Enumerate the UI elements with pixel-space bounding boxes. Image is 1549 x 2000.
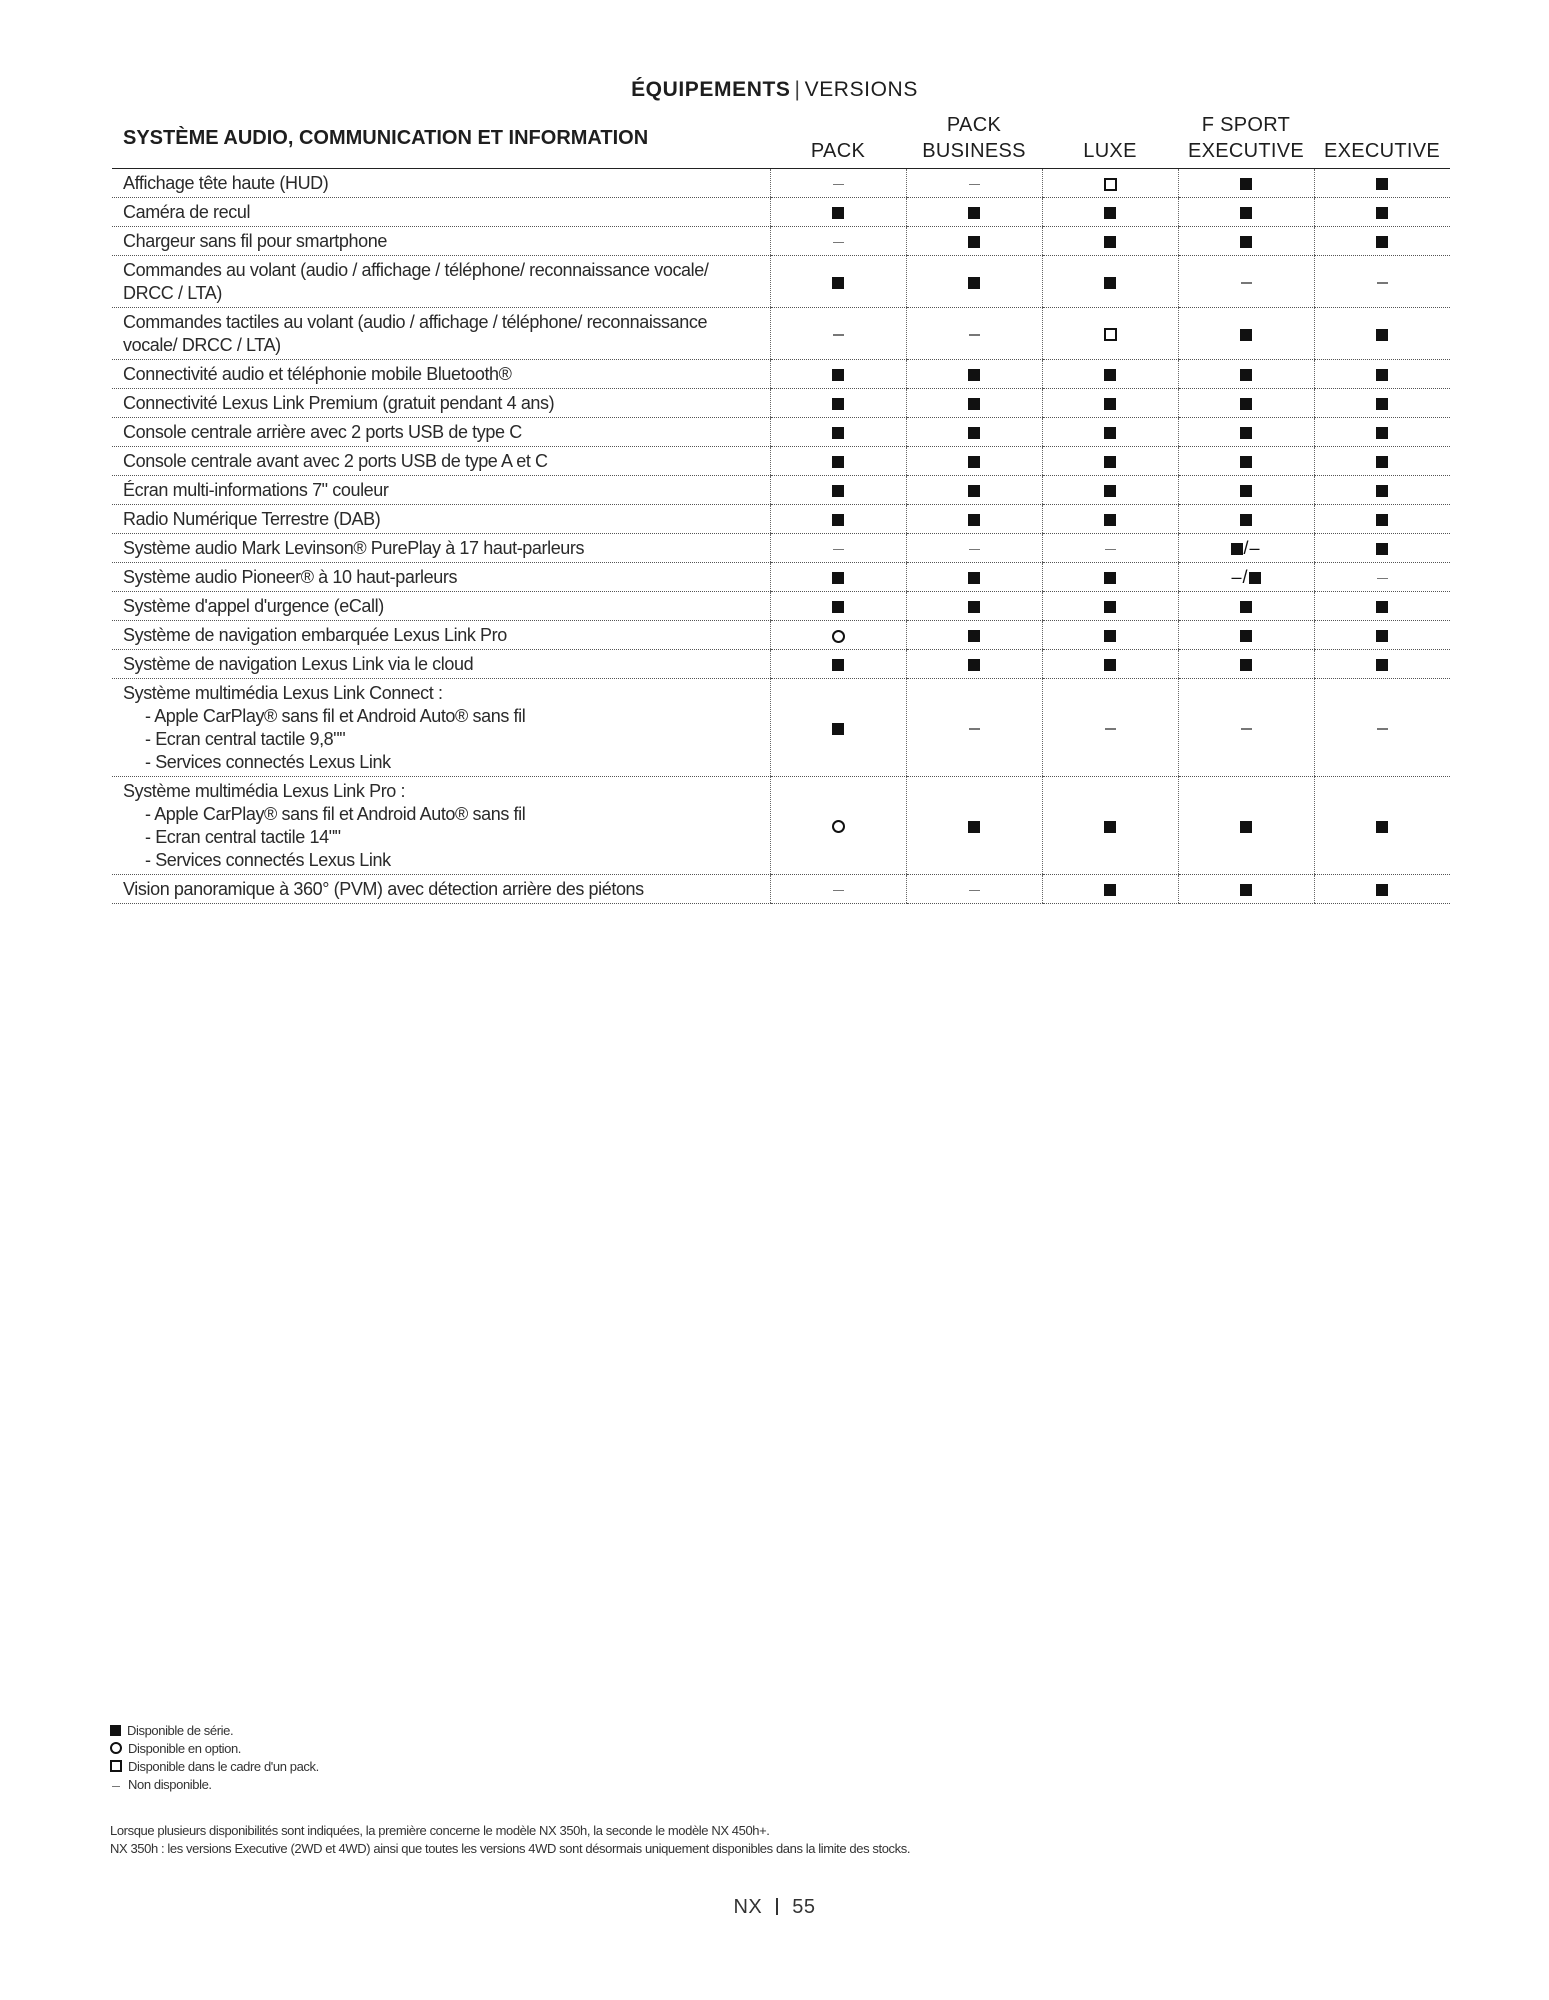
feature-label-line: Connectivité audio et téléphonie mobile Bluetooth®: [123, 364, 512, 384]
dash-icon: [969, 549, 980, 551]
dash-icon: [833, 334, 844, 336]
table-header-row: [112, 112, 1450, 169]
filled-square-icon: [968, 207, 980, 219]
filled-square-icon: [1240, 884, 1252, 896]
availability-cell-pack-business: [906, 447, 1042, 476]
legend-pack-text: Disponible dans le cadre d'un pack.: [128, 1759, 319, 1774]
dash-icon: [1377, 282, 1388, 284]
feature-label-line: Connectivité Lexus Link Premium (gratuit pendant 4 ans): [123, 393, 555, 413]
footnote: Lorsque plusieurs disponibilités sont indiquées, la première concerne le modèle NX 350h, la seconde le modèle NX 450h+.: [110, 1823, 770, 1838]
dash-icon: [1105, 549, 1116, 551]
availability-cell-pack: [770, 198, 906, 227]
filled-square-icon: [1376, 178, 1388, 190]
availability-cell-luxe: [1042, 198, 1178, 227]
feature-label-line: Système audio Mark Levinson® PurePlay à 17 haut-parleurs: [123, 538, 585, 558]
legend-na-text: Non disponible.: [128, 1777, 212, 1792]
availability-cell-pack-business: [906, 418, 1042, 447]
availability-cell-f-sport-executive: [1178, 875, 1314, 904]
legend-na: [110, 1776, 319, 1794]
column-header-line: F SPORT: [1201, 114, 1291, 136]
availability-cell-executive: [1314, 198, 1450, 227]
column-header-line: [1042, 112, 1178, 138]
dash-icon: [969, 184, 980, 186]
availability-cell-pack: [770, 777, 906, 875]
column-header-executive: [1314, 112, 1450, 169]
availability-cell-f-sport-executive: [1178, 227, 1314, 256]
legend-standard-text: Disponible de série.: [127, 1723, 234, 1738]
dash-icon: [833, 890, 844, 892]
column-header-line: PACK: [946, 114, 1002, 136]
availability-cell-executive: [1314, 621, 1450, 650]
feature-label-line: - Ecran central tactile 14"": [145, 827, 341, 847]
availability-cell-f-sport-executive: [1178, 447, 1314, 476]
filled-square-icon: [968, 601, 980, 613]
table-row: [112, 621, 1450, 650]
column-header-pack: [770, 112, 906, 169]
availability-cell-executive: [1314, 227, 1450, 256]
availability-cell-luxe: [1042, 169, 1178, 198]
table-row: [112, 227, 1450, 256]
filled-square-icon: [1376, 369, 1388, 381]
availability-cell-executive: [1314, 256, 1450, 308]
filled-square-icon: [968, 821, 980, 833]
availability-cell-f-sport-executive: [1178, 360, 1314, 389]
circle-icon: [832, 630, 845, 643]
page-heading: [0, 78, 1549, 102]
column-header-pack-business: [906, 112, 1042, 169]
filled-square-icon: [1240, 207, 1252, 219]
availability-cell-executive: [1314, 447, 1450, 476]
filled-square-icon: [968, 514, 980, 526]
legend: [110, 1722, 319, 1794]
availability-cell-pack-business: [906, 534, 1042, 563]
filled-square-icon: [1376, 329, 1388, 341]
table-row: [112, 447, 1450, 476]
legend-standard: [110, 1722, 319, 1740]
table-row: [112, 418, 1450, 447]
feature-label: [112, 389, 770, 418]
circle-icon: [110, 1742, 122, 1754]
availability-cell-pack-business: [906, 592, 1042, 621]
feature-label: [112, 563, 770, 592]
availability-cell-luxe: [1042, 563, 1178, 592]
filled-square-icon: [832, 277, 844, 289]
availability-cell-f-sport-executive: [1178, 621, 1314, 650]
table-row: [112, 777, 1450, 875]
dash-icon: [1377, 728, 1388, 730]
feature-label: [112, 650, 770, 679]
availability-cell-f-sport-executive: [1178, 679, 1314, 777]
filled-square-icon: [1376, 427, 1388, 439]
feature-label: [112, 418, 770, 447]
availability-cell-luxe: [1042, 592, 1178, 621]
heading-separator: |: [794, 78, 801, 101]
feature-label-line: DRCC / LTA): [123, 283, 222, 303]
filled-square-icon: [832, 485, 844, 497]
feature-label: [112, 592, 770, 621]
heading-equipements: ÉQUIPEMENTS: [631, 78, 791, 101]
dash-icon: [969, 890, 980, 892]
availability-cell-luxe: [1042, 650, 1178, 679]
table-body: [112, 169, 1450, 904]
table-row: [112, 308, 1450, 360]
table-row: [112, 505, 1450, 534]
equipment-table: [112, 112, 1450, 904]
availability-cell-pack-business: [906, 360, 1042, 389]
availability-cell-executive: [1314, 563, 1450, 592]
filled-square-icon: [110, 1725, 121, 1736]
filled-square-icon: [832, 456, 844, 468]
table-row: [112, 256, 1450, 308]
availability-cell-executive: [1314, 650, 1450, 679]
table-row: [112, 875, 1450, 904]
filled-square-icon: [1376, 821, 1388, 833]
availability-cell-pack: [770, 505, 906, 534]
feature-label-line: Vision panoramique à 360° (PVM) avec détection arrière des piétons: [123, 879, 644, 899]
filled-square-icon: [1240, 601, 1252, 613]
filled-square-icon: [968, 236, 980, 248]
column-header-line: BUSINESS: [922, 140, 1026, 162]
footer-model: NX: [733, 1896, 763, 1918]
filled-square-icon: [832, 369, 844, 381]
availability-cell-luxe: [1042, 777, 1178, 875]
feature-label-line: - Apple CarPlay® sans fil et Android Auto® sans fil: [145, 804, 526, 824]
availability-cell-executive: [1314, 505, 1450, 534]
feature-label-line: Système audio Pioneer® à 10 haut-parleurs: [123, 567, 458, 587]
feature-label: [112, 227, 770, 256]
filled-square-icon: [1104, 427, 1116, 439]
availability-cell-pack: [770, 360, 906, 389]
dash-icon: [1105, 728, 1116, 730]
feature-label-line: Radio Numérique Terrestre (DAB): [123, 509, 381, 529]
availability-cell-executive: [1314, 875, 1450, 904]
filled-square-icon: [1104, 572, 1116, 584]
availability-cell-executive: [1314, 389, 1450, 418]
availability-cell-luxe: [1042, 256, 1178, 308]
hollow-square-icon: [1104, 328, 1117, 341]
availability-cell-pack: [770, 679, 906, 777]
filled-square-icon: [1376, 207, 1388, 219]
filled-square-icon: [1376, 236, 1388, 248]
filled-square-icon: [968, 427, 980, 439]
filled-square-icon: [1104, 884, 1116, 896]
availability-cell-executive: [1314, 534, 1450, 563]
filled-square-icon: [1240, 821, 1252, 833]
filled-square-icon: [1240, 485, 1252, 497]
availability-cell-luxe: [1042, 418, 1178, 447]
filled-square-icon: [1240, 630, 1252, 642]
filled-square-icon: [832, 659, 844, 671]
availability-cell-pack: [770, 650, 906, 679]
filled-square-icon: [1104, 207, 1116, 219]
circle-icon: [832, 820, 845, 833]
filled-square-icon: [1104, 630, 1116, 642]
filled-square-icon: [832, 723, 844, 735]
dash-icon: [969, 728, 980, 730]
filled-square-icon: [968, 630, 980, 642]
filled-square-icon: [968, 485, 980, 497]
legend-option-text: Disponible en option.: [128, 1741, 242, 1756]
availability-cell-pack: [770, 563, 906, 592]
table-row: [112, 650, 1450, 679]
availability-cell-f-sport-executive: [1178, 777, 1314, 875]
availability-cell-pack-business: [906, 563, 1042, 592]
section-title: SYSTÈME AUDIO, COMMUNICATION ET INFORMATION: [112, 112, 770, 169]
table-row: [112, 563, 1450, 592]
feature-label-line: Console centrale avant avec 2 ports USB de type A et C: [123, 451, 548, 471]
availability-cell-pack-business: [906, 198, 1042, 227]
availability-cell-pack-business: [906, 227, 1042, 256]
availability-cell-pack-business: [906, 777, 1042, 875]
feature-label: [112, 447, 770, 476]
availability-cell-f-sport-executive: [1178, 169, 1314, 198]
feature-label: [112, 534, 770, 563]
availability-cell-f-sport-executive: [1178, 308, 1314, 360]
availability-cell-executive: [1314, 476, 1450, 505]
availability-cell-pack: [770, 534, 906, 563]
feature-label-line: Système multimédia Lexus Link Pro :: [123, 781, 406, 801]
filled-square-icon: [1240, 427, 1252, 439]
heading-versions: VERSIONS: [804, 78, 918, 101]
availability-cell-luxe: [1042, 621, 1178, 650]
availability-cell-pack-business: [906, 875, 1042, 904]
availability-cell-luxe: [1042, 447, 1178, 476]
availability-cell-pack: [770, 389, 906, 418]
feature-label-line: Commandes au volant (audio / affichage / téléphone/ reconnaissance vocale/: [123, 260, 709, 280]
availability-cell-pack: [770, 476, 906, 505]
availability-cell-pack: [770, 308, 906, 360]
availability-cell-f-sport-executive: [1178, 592, 1314, 621]
availability-cell-pack: [770, 592, 906, 621]
availability-cell-luxe: [1042, 505, 1178, 534]
filled-square-icon: [968, 277, 980, 289]
filled-square-icon: [1240, 178, 1252, 190]
dash-icon: [1377, 578, 1388, 580]
availability-cell-luxe: [1042, 308, 1178, 360]
filled-square-icon: [1376, 630, 1388, 642]
filled-square-icon: [1240, 236, 1252, 248]
filled-square-icon: [1376, 601, 1388, 613]
column-header-luxe: [1042, 112, 1178, 169]
availability-cell-luxe: [1042, 875, 1178, 904]
feature-label-line: - Apple CarPlay® sans fil et Android Auto® sans fil: [145, 706, 526, 726]
availability-cell-pack: [770, 418, 906, 447]
filled-square-icon: [1376, 514, 1388, 526]
column-header-f-sport-executive: [1178, 112, 1314, 169]
availability-cell-executive: [1314, 360, 1450, 389]
filled-square-icon: [968, 398, 980, 410]
hollow-square-icon: [1104, 178, 1117, 191]
column-header-line: EXECUTIVE: [1187, 140, 1305, 162]
feature-label: [112, 621, 770, 650]
filled-square-icon: [1376, 398, 1388, 410]
feature-label-line: Système de navigation embarquée Lexus Link Pro: [123, 625, 507, 645]
availability-cell-f-sport-executive: [1178, 198, 1314, 227]
availability-cell-pack-business: [906, 650, 1042, 679]
table-row: [112, 360, 1450, 389]
equipment-table-wrapper: [112, 112, 1450, 904]
dash-icon: [112, 1786, 120, 1788]
filled-square-icon: [1376, 884, 1388, 896]
feature-label-line: vocale/ DRCC / LTA): [123, 335, 281, 355]
availability-cell-luxe: [1042, 389, 1178, 418]
dash-icon: [969, 334, 980, 336]
availability-cell-pack-business: [906, 621, 1042, 650]
footnote: NX 350h : les versions Executive (2WD et 4WD) ainsi que toutes les versions 4WD sont désormais uniquement disponibles dans la limite des stocks.: [110, 1841, 911, 1856]
availability-cell-pack: [770, 256, 906, 308]
dash-icon: [1241, 728, 1252, 730]
column-header-line: LUXE: [1083, 140, 1137, 162]
filled-square-icon: [1376, 543, 1388, 555]
filled-square-icon: [1240, 398, 1252, 410]
availability-cell-f-sport-executive: [1178, 563, 1314, 592]
availability-cell-pack: [770, 621, 906, 650]
filled-square-icon: [1104, 398, 1116, 410]
feature-label-line: Système de navigation Lexus Link via le cloud: [123, 654, 474, 674]
filled-square-icon: [1104, 456, 1116, 468]
feature-label: [112, 308, 770, 360]
availability-cell-luxe: [1042, 227, 1178, 256]
table-row: [112, 169, 1450, 198]
availability-cell-pack-business: [906, 169, 1042, 198]
column-header-line: EXECUTIVE: [1323, 140, 1441, 162]
split-availability-icon: –/: [1231, 567, 1260, 587]
table-row: [112, 389, 1450, 418]
filled-square-icon: [832, 398, 844, 410]
feature-label-line: Système multimédia Lexus Link Connect :: [123, 683, 443, 703]
split-availability-icon: /–: [1231, 538, 1260, 558]
availability-cell-luxe: [1042, 360, 1178, 389]
hollow-square-icon: [110, 1760, 122, 1772]
filled-square-icon: [1104, 821, 1116, 833]
availability-cell-pack-business: [906, 505, 1042, 534]
feature-label: [112, 875, 770, 904]
availability-cell-f-sport-executive: [1178, 256, 1314, 308]
feature-label-line: Console centrale arrière avec 2 ports USB de type C: [123, 422, 522, 442]
availability-cell-pack-business: [906, 389, 1042, 418]
feature-label-line: Commandes tactiles au volant (audio / affichage / téléphone/ reconnaissance: [123, 312, 708, 332]
feature-label-line: Affichage tête haute (HUD): [123, 173, 329, 193]
filled-square-icon: [1104, 485, 1116, 497]
feature-label-line: Chargeur sans fil pour smartphone: [123, 231, 387, 251]
feature-label-line: - Services connectés Lexus Link: [145, 850, 391, 870]
feature-label-line: Écran multi-informations 7" couleur: [123, 480, 389, 500]
filled-square-icon: [1104, 236, 1116, 248]
filled-square-icon: [832, 207, 844, 219]
column-header-line: PACK: [810, 140, 866, 162]
filled-square-icon: [1376, 659, 1388, 671]
availability-cell-f-sport-executive: [1178, 418, 1314, 447]
feature-label-line: - Ecran central tactile 9,8"": [145, 729, 346, 749]
feature-label: [112, 505, 770, 534]
filled-square-icon: [832, 427, 844, 439]
filled-square-icon: [832, 514, 844, 526]
availability-cell-luxe: [1042, 534, 1178, 563]
filled-square-icon: [968, 659, 980, 671]
feature-label: [112, 256, 770, 308]
availability-cell-executive: [1314, 679, 1450, 777]
availability-cell-pack: [770, 447, 906, 476]
filled-square-icon: [1240, 659, 1252, 671]
filled-square-icon: [1240, 456, 1252, 468]
table-row: [112, 476, 1450, 505]
table-row: [112, 679, 1450, 777]
availability-cell-f-sport-executive: [1178, 650, 1314, 679]
filled-square-icon: [1240, 514, 1252, 526]
feature-label: [112, 679, 770, 777]
dash-icon: [1241, 282, 1252, 284]
availability-cell-executive: [1314, 418, 1450, 447]
filled-square-icon: [968, 369, 980, 381]
availability-cell-luxe: [1042, 476, 1178, 505]
availability-cell-pack-business: [906, 256, 1042, 308]
feature-label: [112, 198, 770, 227]
feature-label-line: Caméra de recul: [123, 202, 251, 222]
feature-label-line: Système d'appel d'urgence (eCall): [123, 596, 384, 616]
filled-square-icon: [968, 456, 980, 468]
filled-square-icon: [832, 601, 844, 613]
filled-square-icon: [1376, 456, 1388, 468]
filled-square-icon: [1104, 277, 1116, 289]
filled-square-icon: [1104, 514, 1116, 526]
feature-label-line: - Services connectés Lexus Link: [145, 752, 391, 772]
footnotes: [110, 1822, 910, 1858]
availability-cell-pack-business: [906, 679, 1042, 777]
availability-cell-executive: [1314, 592, 1450, 621]
filled-square-icon: [1104, 369, 1116, 381]
availability-cell-pack: [770, 875, 906, 904]
filled-square-icon: [1104, 659, 1116, 671]
feature-label: [112, 360, 770, 389]
dash-icon: [833, 549, 844, 551]
table-row: [112, 198, 1450, 227]
page-number: 55: [792, 1896, 816, 1918]
legend-option: [110, 1740, 319, 1758]
dash-icon: [833, 184, 844, 186]
feature-label: [112, 476, 770, 505]
feature-label: [112, 169, 770, 198]
availability-cell-f-sport-executive: [1178, 476, 1314, 505]
filled-square-icon: [1240, 329, 1252, 341]
filled-square-icon: [832, 572, 844, 584]
availability-cell-executive: [1314, 308, 1450, 360]
filled-square-icon: [1240, 369, 1252, 381]
availability-cell-pack-business: [906, 476, 1042, 505]
availability-cell-f-sport-executive: [1178, 505, 1314, 534]
availability-cell-pack: [770, 227, 906, 256]
filled-square-icon: [1104, 601, 1116, 613]
filled-square-icon: [1376, 485, 1388, 497]
availability-cell-pack: [770, 169, 906, 198]
footer-separator: [776, 1898, 778, 1915]
availability-cell-f-sport-executive: [1178, 389, 1314, 418]
dash-icon: [833, 242, 844, 244]
column-header-line: [1314, 112, 1450, 138]
availability-cell-pack-business: [906, 308, 1042, 360]
table-row: [112, 592, 1450, 621]
availability-cell-luxe: [1042, 679, 1178, 777]
page-footer: [0, 1896, 1549, 1919]
availability-cell-f-sport-executive: [1178, 534, 1314, 563]
table-row: [112, 534, 1450, 563]
availability-cell-executive: [1314, 169, 1450, 198]
filled-square-icon: [968, 572, 980, 584]
legend-pack: [110, 1758, 319, 1776]
availability-cell-executive: [1314, 777, 1450, 875]
column-header-line: [770, 112, 906, 138]
feature-label: [112, 777, 770, 875]
